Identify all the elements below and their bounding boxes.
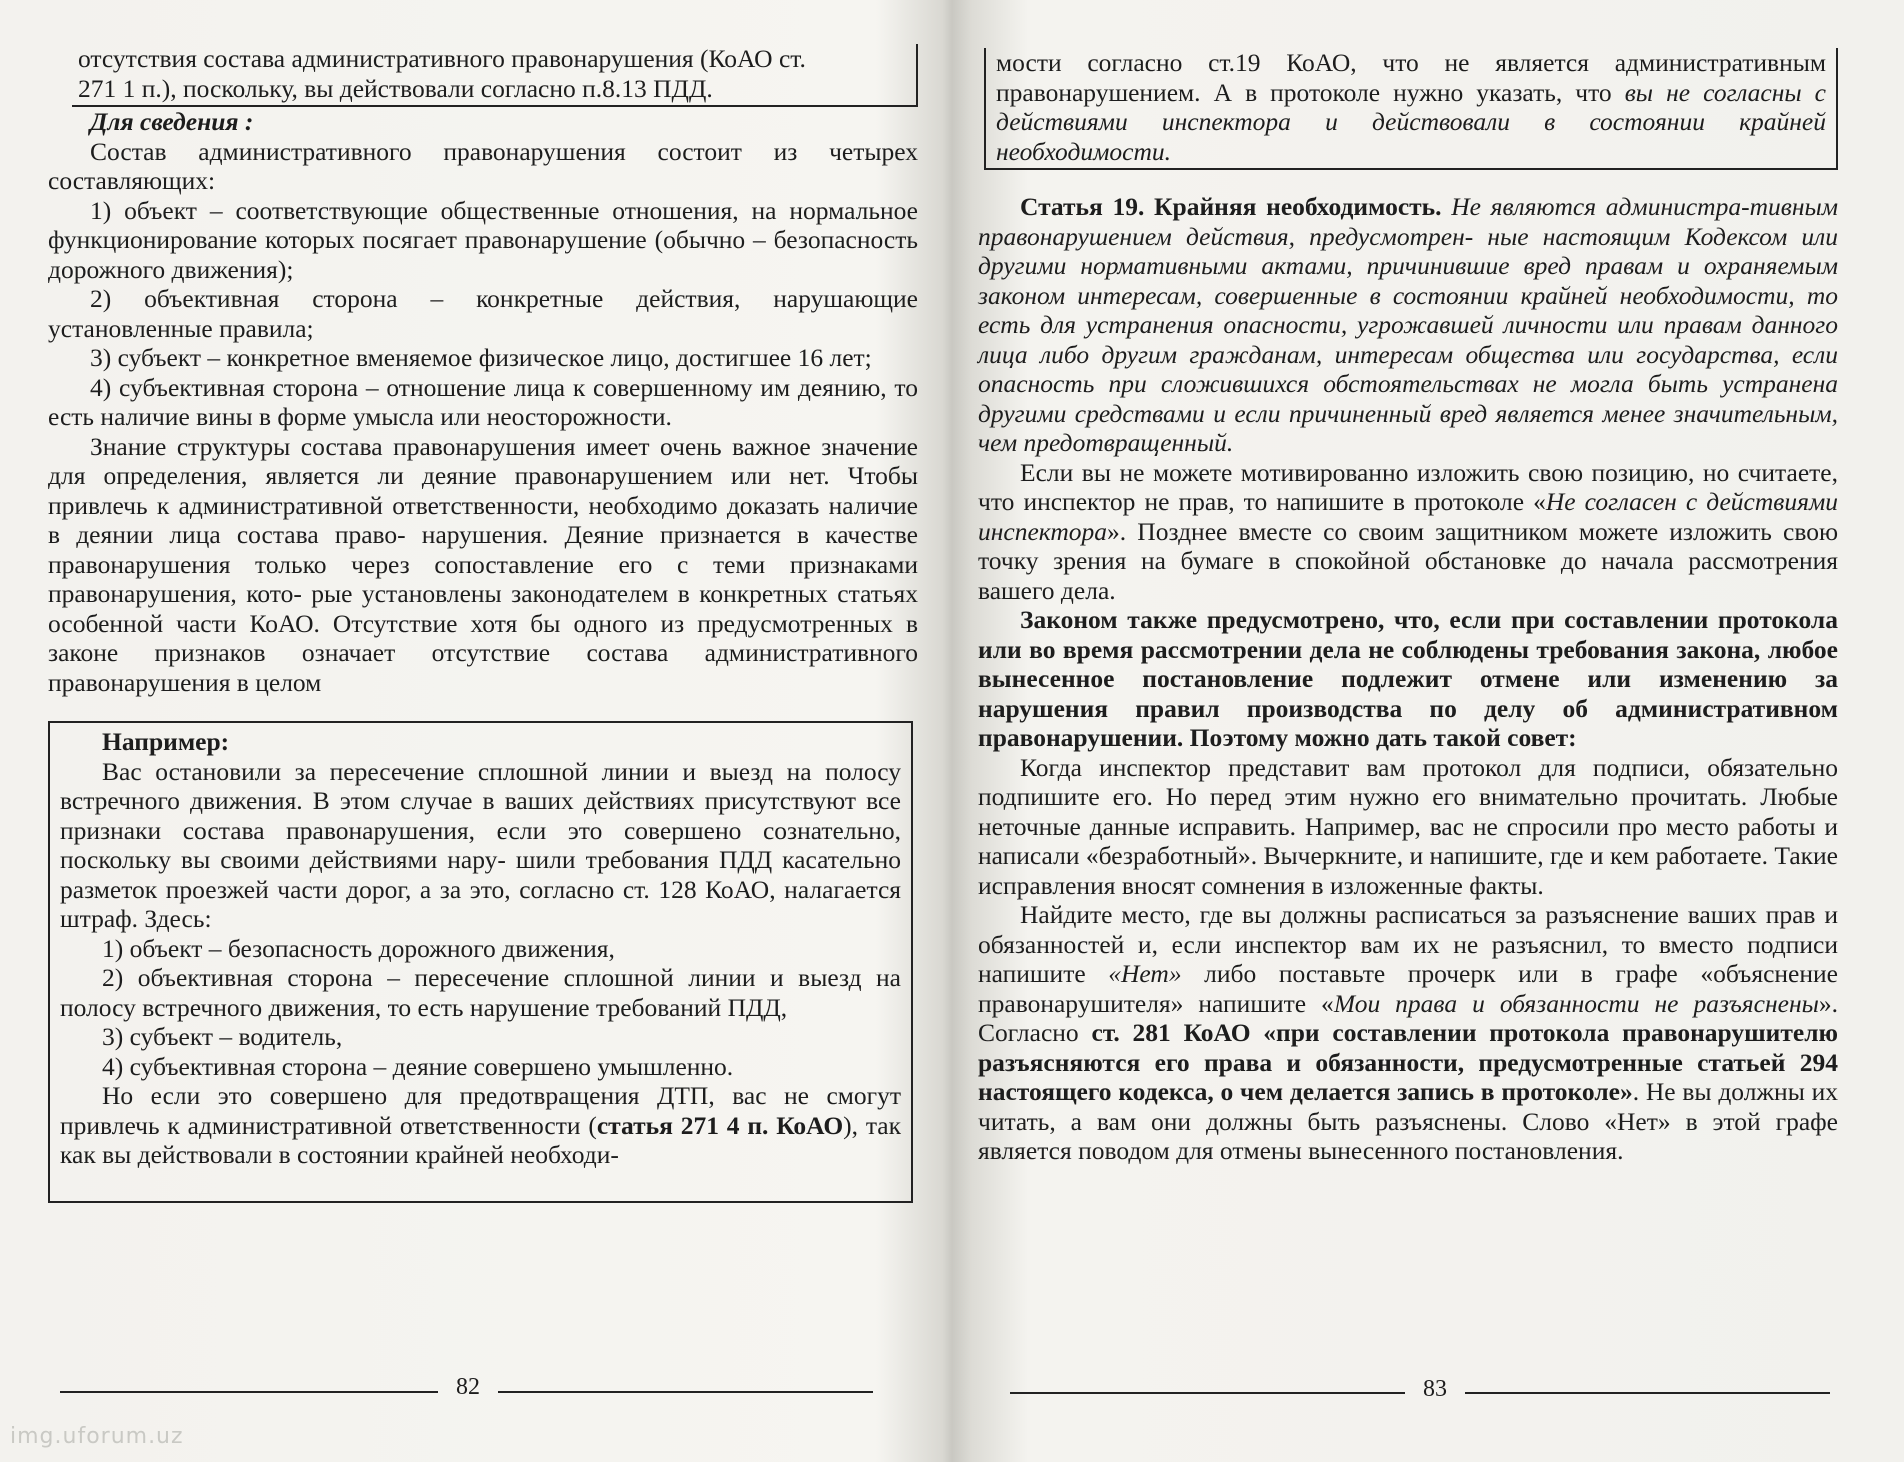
example-paragraph: Вас остановили за пересечение сплошной линии и выезд на полосу встречного движения. В этом случае в ваших действиях присутствуют все признаки состава правонарушения, если это совершено сознательно, поскольку вы своими действиями нару- шили требования ПДД касательно разметок проезжей части дорог, а за это, согласно ст. 128 КоАО, налагается штраф. Здесь:	[60, 756, 901, 933]
rights-text-g: . Не вы должны их читать, а вам они должны быть разъяснены. Слово «Нет» в этой графе является поводом для отмены вынесенного постановления.	[978, 1077, 1838, 1165]
right-page-number: 83	[1423, 1376, 1447, 1402]
component-item: 2) объективная сторона – конкретные действия, нарушающие установленные правила;	[48, 284, 918, 343]
example-item: 2) объективная сторона – пересечение сплошной линии и выезд на полосу встречного движения, то есть нарушение требований ПДД,	[60, 963, 901, 1022]
example-item: 3) субъект – водитель,	[102, 1022, 343, 1051]
component-item: 1) объект – соответствующие общественные отношения, на нормальное функционирование которых посягает правонарушение (обычно – безопасность дорожного движения);	[48, 195, 918, 284]
info-paragraph: Состав административного правонарушения состоит из четырех составляющих:	[48, 136, 918, 195]
watermark: img.uforum.uz	[10, 1424, 184, 1449]
left-page	[48, 44, 918, 1203]
conclusion-end: ), так как вы действовали в состоянии крайней необходи-	[60, 1110, 901, 1169]
component-item: 4) субъективная сторона – отношение лица к совершенному им деянию, то есть наличие вины в форме умысла или неосторожности.	[48, 372, 918, 431]
right-footer-line-a	[1010, 1392, 1405, 1394]
component-item: 3) субъект – конкретное вменяемое физическое лицо, достигшее 16 лет;	[90, 343, 872, 372]
rights-text-f: ст. 281 КоАО «при составлении протокола правонарушителю разъясняются его права и обязанности, предусмотренные статьей 294 настоящего кодекса, о чем делается запись в протоколе»	[978, 1018, 1838, 1106]
continuation-box	[984, 48, 1838, 170]
protocol-paragraph	[978, 458, 1838, 606]
structure-paragraph: Знание структуры состава правонарушения имеет очень важное значение для определения, является ли деяние правонарушением или нет. Чтобы привлечь к административной ответственности, необходимо доказать наличие в деянии лица состава право- нарушения. Деяние признается в качестве правонарушения только через сопоставление его с теми признаками правонарушения, кото- рые установлены законодателем в конкретных статьях особенной части КоАО. Отсутствие хотя бы одного из предусмотренных в законе признаков означает отсутствие состава административного правонарушения в целом	[48, 431, 918, 697]
protocol-end: ». Позднее вместе со своим защитником можете изложить свою точку зрения на бумаге в спокойной обстановке до начала рассмотрения вашего дела.	[978, 516, 1838, 605]
right-footer-line-b	[1465, 1392, 1830, 1394]
lead-box	[72, 44, 918, 107]
example-item: 4) субъективная сторона – деяние совершено умышленно.	[102, 1051, 734, 1081]
rights-text-d: Мои права и обязанности не разъяснены	[1333, 988, 1819, 1018]
example-box	[48, 721, 913, 1203]
rights-text-b: «Нет»	[1108, 959, 1182, 988]
rights-text-c: либо поставьте прочерк или в графе «объяснение правонарушителя» напишите «	[978, 959, 1838, 1018]
lead-line-2: 271 1 п.), поскольку, вы действовали согласно п.8.13 ПДД.	[78, 73, 713, 103]
conclusion-start: Но если это совершено для предотвращения ДТП, вас не смогут привлечь к административной ответственности (	[60, 1081, 901, 1140]
continuation-start: мости согласно ст.19 КоАО, что не является административным правонарушением. А в протоколе нужно указать, что	[996, 48, 1826, 107]
conclusion-article: статья 271 4 п. КоАО	[596, 1110, 844, 1140]
article-19	[978, 192, 1838, 458]
lead-line-1: отсутствия состава административного правонарушения (КоАО ст.	[78, 44, 806, 73]
rights-text-e: ». Согласно	[978, 988, 1838, 1047]
protocol-start: Если вы не можете мотивированно изложить свою позицию, но считаете, что инспектор не прав, то напишите в протоколе «	[978, 457, 1838, 516]
left-page-number: 82	[456, 1374, 480, 1400]
info-heading: Для сведения :	[90, 107, 254, 136]
left-footer-line-a	[60, 1391, 438, 1393]
continuation-text	[996, 48, 1826, 166]
conclusion-paragraph	[60, 1081, 901, 1170]
left-footer-line-b	[498, 1391, 873, 1393]
advice-paragraph: Когда инспектор представит вам протокол для подписи, обязательно подпишите его. Но перед этим нужно его внимательно прочитать. Любые неточные данные исправить. Например, вас не спросили про место работы и написали «безработный». Вычеркните, и напишите, где и кем работаете. Такие исправления вносят сомнения в изложенные факты.	[978, 752, 1838, 900]
article-19-text: Не являются администра-тивным правонарушением действия, предусмотрен- ные настоящим Кодексом или другими нормативными актами, причинившие вред правам и охраняемым законом интересам, совершенные в состоянии крайней необходимости, то есть для устранения опасности, угрожавшей личности или правам данного лица либо другим гражданам, интересам общества или государства, если опасность при сложившихся обстоятельствах не могла быть устранена другими средствами и если причиненный вред является менее значительным, чем предотвращенный.	[978, 192, 1839, 457]
example-item: 1) объект – безопасность дорожного движения,	[102, 933, 615, 963]
continuation-italic: вы не согласны с действиями инспектора и действовали в состоянии крайней необходимости.	[996, 77, 1826, 166]
rights-text-a: Найдите место, где вы должны расписаться за разъяснение ваших прав и обязанностей и, если инспектор вам их не разъяснил, то вместо подписи напишите	[978, 900, 1838, 988]
example-heading: Например:	[102, 727, 230, 756]
law-paragraph: Законом также предусмотрено, что, если при составлении протокола или во время рассмотрении дела не соблюдены требования закона, любое вынесенное постановление подлежит отмене или изменению за нарушения правил производства по делу об административном правонарушении. Поэтому можно дать такой совет:	[978, 605, 1838, 752]
right-page	[978, 44, 1838, 1166]
rights-paragraph	[978, 900, 1838, 1166]
article-19-title: Статья 19. Крайняя необходимость.	[1020, 192, 1442, 221]
protocol-italic: Не согласен с действиями инспектора	[978, 487, 1838, 546]
